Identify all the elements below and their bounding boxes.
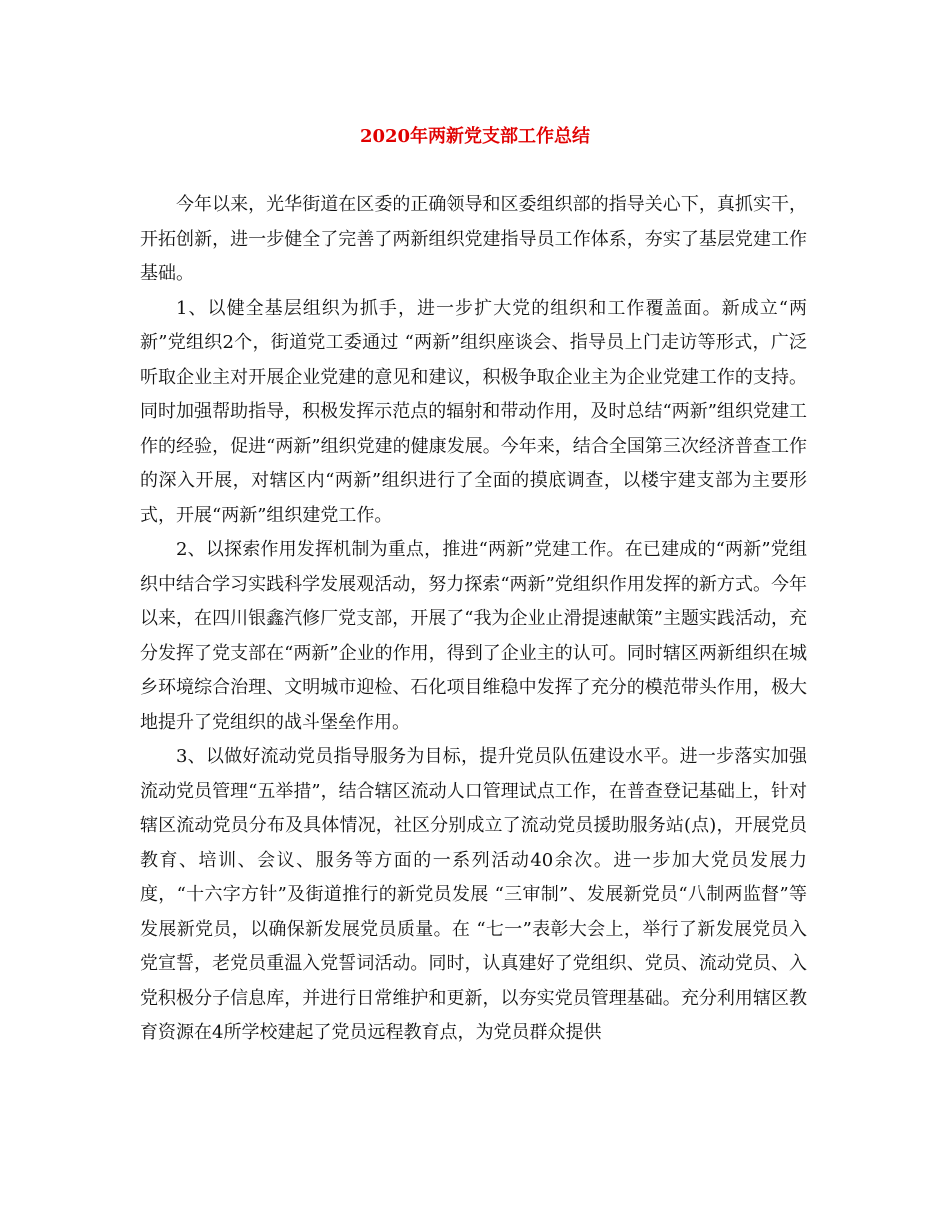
paragraph-item-3: 3、以做好流动党员指导服务为目标，提升党员队伍建设水平。进一步落实加强流动党员管理“五举措”，结合辖区流动人口管理试点工作，在普查登记基础上，针对辖区流动党员分布及具体情况，社区分别成立了流动党员援助服务站(点)，开展党员教育、培训、会议、服务等方面的一系列活动40余次。进一步加大党员发展力度，“十六字方针”及街道推行的新党员发展 “三审制”、发展新党员“八制两监督”等发展新党员，以确保新发展党员质量。在 “七一”表彰大会上，举行了新发展党员入党宣誓，老党员重温入党誓词活动。同时，认真建好了党组织、党员、流动党员、入党积极分子信息库，并进行日常维护和更新，以夯实党员管理基础。充分利用辖区教育资源在4所学校建起了党员远程教育点，为党员群众提供 [140,746,807,1043]
document-body [140,188,807,1051]
paragraph-item-1: 1、以健全基层组织为抓手，进一步扩大党的组织和工作覆盖面。新成立“两新”党组织2个，街道党工委通过 “两新”组织座谈会、指导员上门走访等形式，广泛听取企业主对开展企业党建的意见和建议，积极争取企业主为企业党建工作的支持。同时加强帮助指导，积极发挥示范点的辐射和带动作用，及时总结“两新”组织党建工作的经验，促进“两新”组织党建的健康发展。今年来，结合全国第三次经济普查工作的深入开展，对辖区内“两新”组织进行了全面的摸底调查，以楼宇建支部为主要形式，开展“两新”组织建党工作。 [140,297,807,526]
document-title: 2020年两新党支部工作总结 [359,126,591,147]
paragraph-intro: 今年以来，光华街道在区委的正确领导和区委组织部的指导关心下，真抓实干，开拓创新，进一步健全了完善了两新组织党建指导员工作体系，夯实了基层党建工作基础。 [140,194,807,284]
paragraph-item-2: 2、以探索作用发挥机制为重点，推进“两新”党建工作。在已建成的“两新”党组织中结合学习实践科学发展观活动，努力探索“两新”党组织作用发挥的新方式。今年以来，在四川银鑫汽修厂党支部，开展了“我为企业止滑提速献策”主题实践活动，充分发挥了党支部在“两新”企业的作用，得到了企业主的认可。同时辖区两新组织在城乡环境综合治理、文明城市迎检、石化项目维稳中发挥了充分的模范带头作用，极大地提升了党组织的战斗堡垒作用。 [140,539,807,733]
